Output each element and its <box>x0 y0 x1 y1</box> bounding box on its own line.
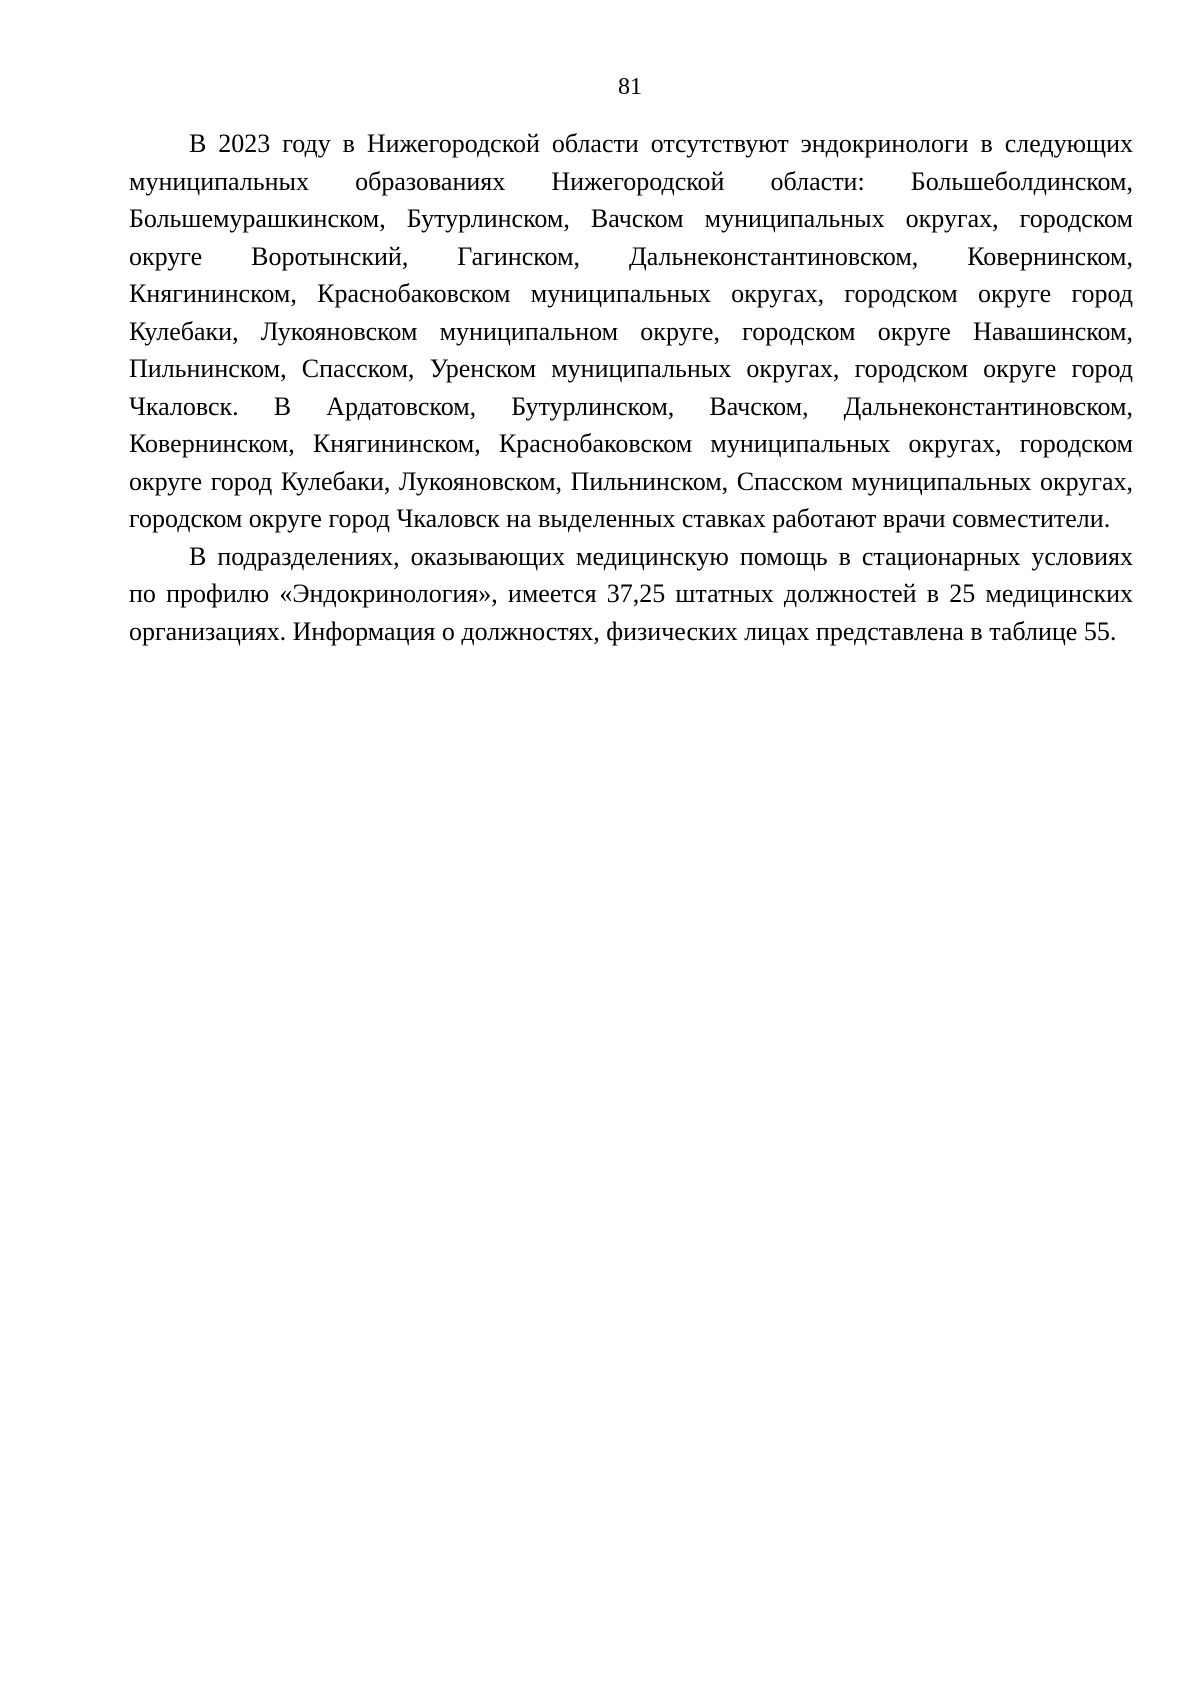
paragraph-staff-positions: В подразделениях, оказывающих медицинскую помощь в стационарных условиях по профилю «Эндокринология», имеется 37,25 штатных должностей в 25 медицинских организациях. Информация о должностях, физических лицах представлена в таблице 55. <box>129 541 1133 646</box>
page-number: 81 <box>618 74 642 100</box>
paragraph-endocrinologist-absence: В 2023 году в Нижегородской области отсутствуют эндокринологи в следующих муниципальных образованиях Нижегородской области: Большеболдинском, Большемурашкинском, Бутурлинском, Вачском муниципальных округах, городском округе Воротынский, Гагинском, Дальнеконстантиновском, Ковернинском, Княгининском, Краснобаковском муниципальных округах, городском округе город Кулебаки, Лукояновском муниципальном округе, городском округе Навашинском, Пильнинском, Спасском, Уренском муниципальных округах, городском округе город Чкаловск. В Ардатовском, Бутурлинском, Вачском, Дальнеконстантиновском, Ковернинском, Княгининском, Краснобаковском муниципальных округах, городском округе город Кулебаки, Лукояновском, Пильнинском, Спасском муниципальных округах, городском округе город Чкаловск на выделенных ставках работают врачи совместители. <box>129 129 1133 533</box>
body-text <box>129 125 1133 650</box>
